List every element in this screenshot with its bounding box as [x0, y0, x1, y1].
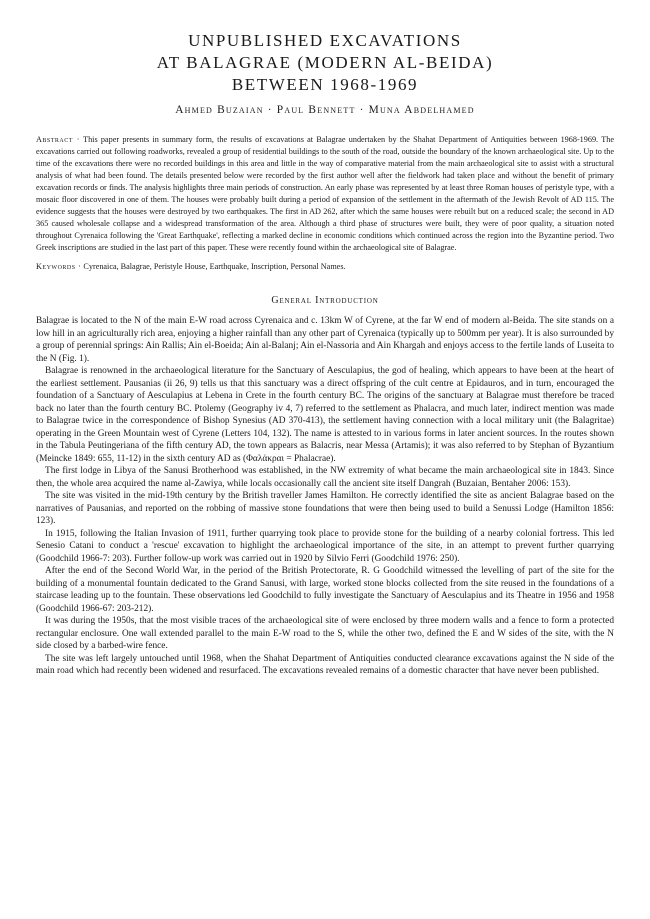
keywords-text: Cyrenaica, Balagrae, Peristyle House, Earthquake, Inscription, Personal Names.	[83, 262, 346, 271]
paragraph: Balagrae is located to the N of the main E-W road across Cyrenaica and c. 13km W of Cyrene, at the far W end of modern al-Beida. The site stands on a low hill in an agriculturally rich area, enjoying a higher rainfall than any other part of Cyrenaica (typically up to 500mm per year). It is also surrounded by a group of perennial springs: Ain Rallis; Ain el-Boeida; Ain al-Balanj; Ain el-Nassoria and Ain Khargah and enjoys access to the fertile lands of Luseita to the N (Fig. 1).	[36, 316, 614, 364]
paragraph: Balagrae is renowned in the archaeological literature for the Sanctuary of Aesculapius, the god of healing, which appears to have been at the heart of the earliest settlement. Pausanias (ii 26, 9) tells us that this sanctuary was a direct offspring of the cult centre at Epidauros, and in turn, encouraged the foundation of a Sanctuary of Aesculapius at Lebena in Crete in the fourth century BC. The origins of the sanctuary at Balagrae must therefore be traced back no later than the fourth century BC. Ptolemy (Geography iv 4, 7) referred to the settlement as Phalacra, and much later, indirect mention was made to Balagrae twice in the correspondence of Bishop Synesius (AD 370-413), the settlement having connection with a local military unit (the Balagritae) operating in the Green Mountain west of Cyrene (Letters 104, 132). The name is attested to in various forms in later ancient sources. In the routes shown in the Tabula Peutingeriana of the fifth century AD, the town appears as Balacris, near Messa (Artamis); it was also referred to by Stephan of Byzantium (Meincke 1849: 655, 11-12) in the sixth century AD as (Φαλάκραι = Phalacrae).	[36, 366, 614, 464]
title-line-1: UNPUBLISHED EXCAVATIONS	[188, 31, 462, 50]
keywords-label: Keywords ·	[36, 262, 82, 271]
paper-title	[36, 30, 614, 96]
body-text	[36, 315, 614, 678]
paragraph: The site was left largely untouched until 1968, when the Shahat Department of Antiquities conducted clearance excavations against the N side of the main road which had recently been widened and resurfaced. The excavations revealed remains of a domestic character that have never been published.	[36, 653, 614, 676]
abstract-text: This paper presents in summary form, the results of excavations at Balagrae undertaken by the Shahat Department of Antiquities between 1968-1969. The excavations carried out following roadworks, revealed a group of residential buildings to the south of the road, outside the boundary of the known archaeological site. Up to the time of the excavations there were no recorded buildings in this area and little in the way of comparative material from the main archaeological site to assist with a structural analysis of what had been found. The details presented below were recorded by the first author well after the fieldwork had taken place and without the benefit of primary excavation records or finds. The analysis highlights three main periods of construction. An early phase was represented by at least three Roman houses of peristyle type, with a mosaic floor discovered in one of them. The houses were probably built during a period of expansion of the settlement in the aftermath of the Jewish Revolt of AD 115. The evidence suggests that the houses were destroyed by two earthquakes. The first in AD 262, after which the same houses were rebuilt but on a reduced scale; the second in AD 365 caused wholesale collapse and a widespread transformation of the area. Although a third phase of structures were built, they were of poor quality, a situation noted throughout Cyrenaica following the 'Great Earthquake', reflecting a marked decline in economic conditions which continued across the region into the Byzantine period. Two Greek inscriptions are studied in the last part of this paper. These were recently found within the archaeological site of Balagrae.	[36, 135, 614, 252]
abstract-label: Abstract ·	[36, 135, 80, 144]
paragraph: The first lodge in Libya of the Sanusi Brotherhood was established, in the NW extremity of what became the main archaeological site in 1843. Since then, the whole area acquired the name al-Zawiya, while locals occasionally call the ancient site itself Dangrah (Buzaian, Bentaher 2006: 153).	[36, 466, 614, 489]
abstract	[36, 134, 614, 254]
title-line-3: BETWEEN 1968-1969	[231, 75, 419, 94]
paragraph: In 1915, following the Italian Invasion of 1911, further quarrying took place to provide stone for the building of a nearby colonial fortress. This led Senesio Catani to conduct a 'rescue' excavation to highlight the archaeological importance of the site, in an attempt to prevent further quarrying (Goodchild 1966-7: 203). Further follow-up work was carried out in 1920 by Silvio Ferri (Goodchild 1976: 250).	[36, 528, 614, 564]
paragraph: It was during the 1950s, that the most visible traces of the archaeological site of were enclosed by three modern walls and a fence to form a protected rectangular enclosure. One wall extended parallel to the main E-W road to the S, while the other two, defined the E and W sides of the site, with the N side closed by a barbed-wire fence.	[36, 616, 614, 651]
paragraph: The site was visited in the mid-19th century by the British traveller James Hamilton. He correctly identified the site as ancient Balagrae based on the narratives of Pausanias, and reported on the robbing of massive stone foundations that were then being used to build a Senussi Lodge (Hamilton 1856: 123).	[36, 491, 614, 526]
keywords	[36, 261, 614, 273]
section-heading: General Introduction	[271, 295, 379, 306]
paragraph: After the end of the Second World War, in the period of the British Protectorate, R. G Goodchild witnessed the levelling of part of the site for the building of a monumental fountain dedicated to the Grand Sanusi, with large, worked stone blocks collected from the site reused in the foundations of a staircase leading up to the fountain. These observations led Goodchild to fully investigate the Sanctuary of Aesculapius and its Theatre in 1956 and 1958 (Goodchild 1966-67: 203-212).	[36, 566, 614, 614]
author-list: Ahmed Buzaian · Paul Bennett · Muna Abdelhamed	[175, 104, 475, 116]
title-line-2: AT BALAGRAE (MODERN AL-BEIDA)	[156, 53, 494, 72]
